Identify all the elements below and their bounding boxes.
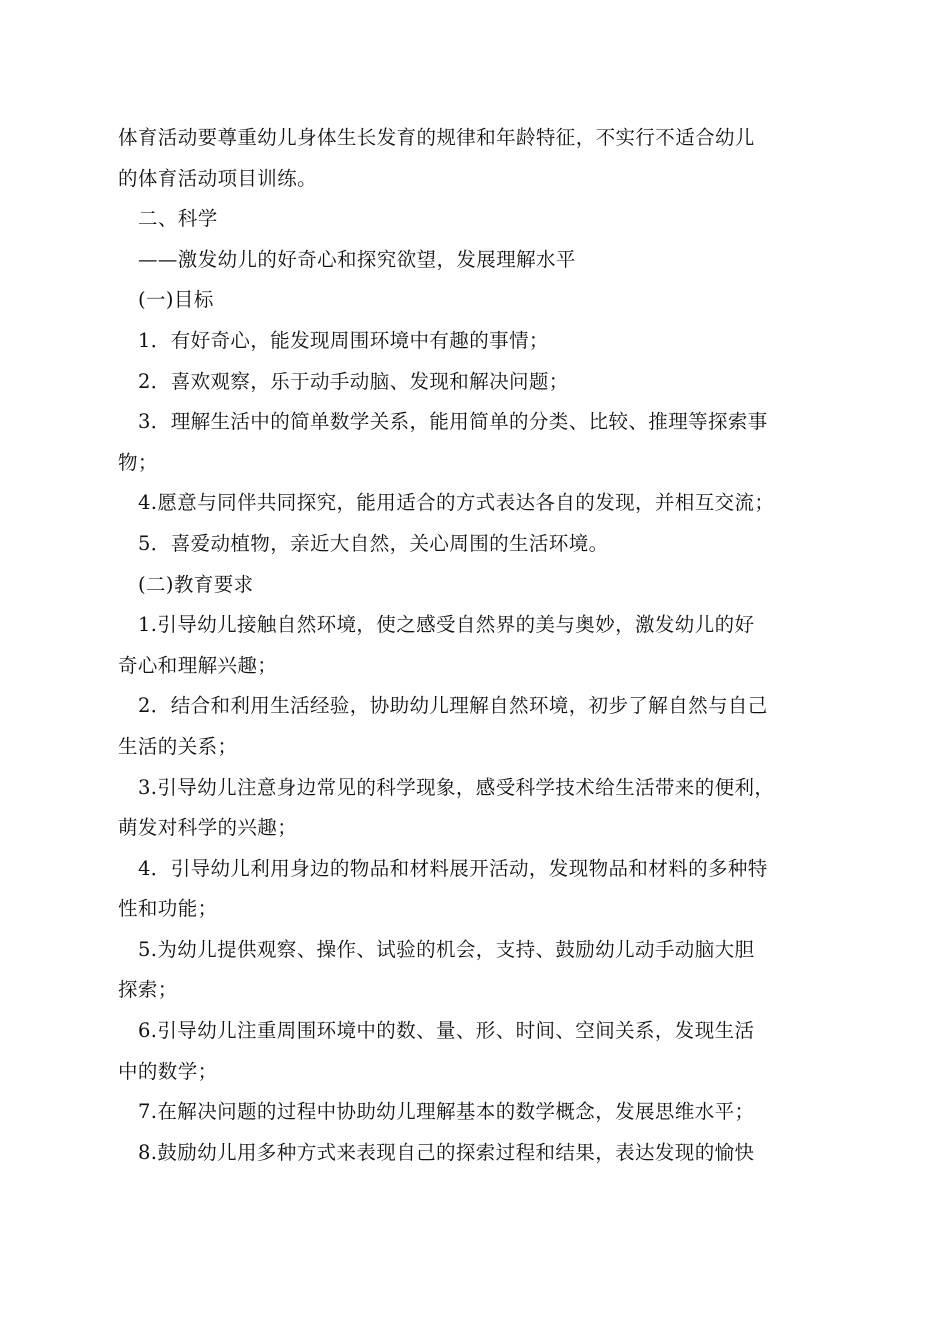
text-line: 的体育活动项目训练。 bbox=[118, 166, 318, 190]
text-line: 4．引导幼儿利用身边的物品和材料展开活动，发现物品和材料的多种特 bbox=[138, 856, 768, 880]
text-line: 3．理解生活中的简单数学关系，能用简单的分类、比较、推理等探索事 bbox=[138, 410, 768, 434]
document-body bbox=[118, 118, 836, 1173]
text-line: 物； bbox=[118, 450, 158, 474]
text-line: 2．喜欢观察，乐于动手动脑、发现和解决问题； bbox=[138, 369, 569, 393]
text-line: 萌发对科学的兴趣； bbox=[118, 816, 298, 840]
text-line: 4.愿意与同伴共同探究，能用适合的方式表达各自的发现，并相互交流； bbox=[138, 491, 775, 515]
text-line: (一)目标 bbox=[138, 288, 214, 312]
text-line: (二)教育要求 bbox=[138, 572, 254, 596]
text-line: 5．喜爱动植物，亲近大自然，关心周围的生活环境。 bbox=[138, 531, 609, 555]
text-line: 性和功能； bbox=[118, 897, 218, 921]
text-line: 奇心和理解兴趣； bbox=[118, 653, 278, 677]
text-line: 体育活动要尊重幼儿身体生长发育的规律和年龄特征，不实行不适合幼儿 bbox=[118, 126, 755, 149]
text-line: 2．结合和利用生活经验，协助幼儿理解自然环境，初步了解自然与自己 bbox=[138, 694, 768, 718]
text-line: 1.引导幼儿接触自然环境，使之感受自然界的美与奥妙，激发幼儿的好 bbox=[138, 613, 755, 637]
text-line: 1．有好奇心，能发现周围环境中有趣的事情； bbox=[138, 328, 549, 352]
text-line: 8.鼓励幼儿用多种方式来表现自己的探索过程和结果，表达发现的愉快 bbox=[138, 1140, 755, 1164]
text-line: 二、科学 bbox=[138, 207, 218, 231]
text-line: ——激发幼儿的好奇心和探究欲望，发展理解水平 bbox=[138, 247, 576, 271]
text-line: 3.引导幼儿注意身边常见的科学现象，感受科学技术给生活带来的便利， bbox=[138, 775, 775, 799]
text-line: 生活的关系； bbox=[118, 734, 238, 758]
text-line: 中的数学； bbox=[118, 1059, 218, 1083]
text-line: 6.引导幼儿注重周围环境中的数、量、形、时间、空间关系，发现生活 bbox=[138, 1019, 755, 1043]
text-line: 5.为幼儿提供观察、操作、试验的机会，支持、鼓励幼儿动手动脑大胆 bbox=[138, 937, 755, 961]
text-line: 7.在解决问题的过程中协助幼儿理解基本的数学概念，发展思维水平； bbox=[138, 1100, 755, 1124]
text-line: 探索； bbox=[118, 978, 178, 1002]
